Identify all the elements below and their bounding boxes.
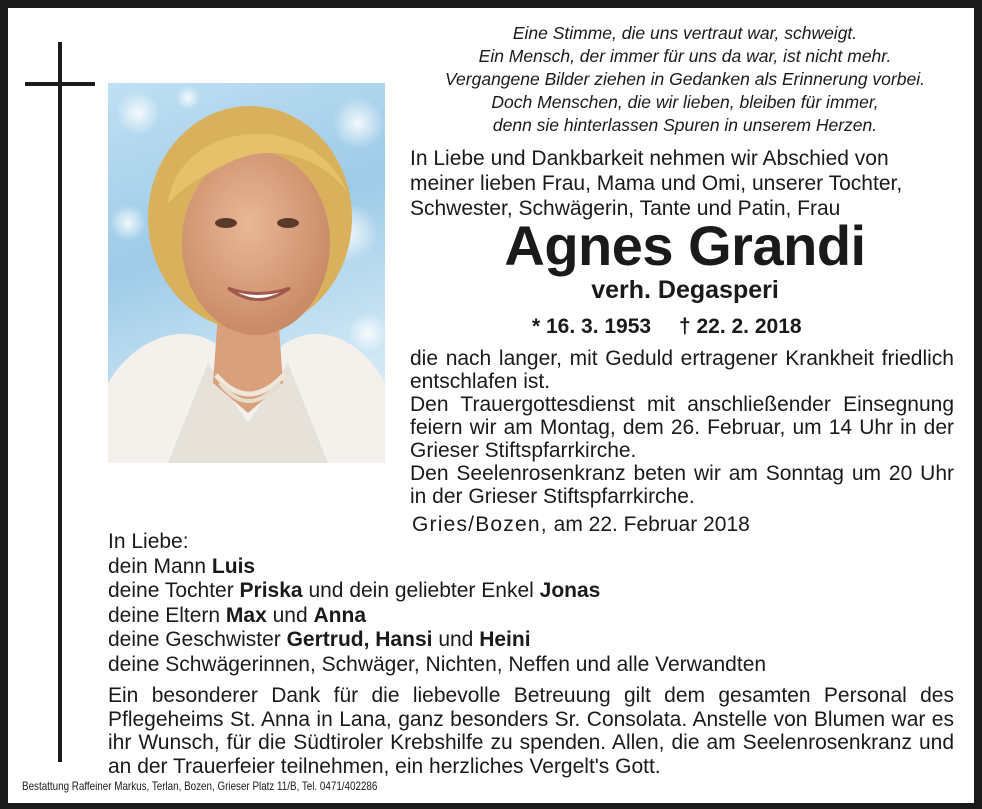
mourner-name: Max (225, 603, 267, 627)
mourner-name: Heini (479, 628, 531, 651)
mourner-relation: dein Mann (108, 554, 207, 578)
poem (400, 22, 970, 137)
mourner-name: Luis (211, 554, 256, 578)
poem-line: Doch Menschen, die wir lieben, bleiben für immer, (491, 92, 879, 112)
married-name: verh. Degasperi (591, 276, 779, 304)
poem-line: denn sie hinterlassen Spuren in unserem Herzen. (492, 115, 878, 135)
life-dates (532, 314, 952, 340)
mourners-list (108, 530, 958, 677)
cross-icon-vertical (58, 42, 62, 762)
death-date: † 22. 2. 2018 (678, 315, 802, 338)
mourner-relation: deine Tochter (108, 579, 234, 602)
mourner-relation: deine Eltern (108, 603, 221, 627)
funeral-home-footer: Bestattung Raffeiner Markus, Terlan, Bozen, Grieser Platz 11/B, Tel. 0471/402286 (22, 779, 378, 793)
mourner-name: Anna (313, 603, 367, 627)
mourner-name: Gertrud, Hansi (286, 628, 433, 651)
poem-line: Vergangene Bilder ziehen in Gedanken als Erinnerung vorbei. (445, 69, 925, 89)
birth-date: * 16. 3. 1953 (532, 315, 652, 338)
mourner-conjunction: und (272, 603, 308, 627)
deceased-name: Agnes Grandi (504, 214, 866, 277)
mourner-conjunction: und (438, 628, 474, 651)
thanks-paragraph: Ein besonderer Dank für die liebevolle Betreuung gilt dem gesamten Personal des Pflegeheims St. Anna in Lana, ganz besonders Sr. Consolata. Anstelle von Blumen war es ihr Wunsch, für die Südtiroler Krebshilfe zu spenden. Allen, die am Seelenrosenkranz und an der Trauerfeier teilnehmen, ein herzliches Vergelt's Gott. (108, 684, 954, 778)
intro-line: meiner lieben Frau, Mama und Omi, unserer Tochter, (410, 172, 903, 195)
funeral-paragraph: Den Trauergottesdienst mit anschließender Einsegnung feiern wir am Montag, dem 26. Februar, um 14 Uhr in der Grieser Stiftspfarrkirche. (410, 393, 954, 462)
rosary-paragraph: Den Seelenrosenkranz beten wir am Sonntag um 20 Uhr in der Grieser Stiftspfarrkirche. (410, 462, 954, 508)
mourner-line (108, 628, 958, 653)
notice-text (410, 347, 954, 508)
passing-paragraph: die nach langer, mit Geduld ertragener Krankheit friedlich entschlafen ist. (410, 347, 954, 393)
mourner-line (108, 604, 958, 629)
cross-icon-horizontal (25, 82, 95, 86)
mourner-relation: und dein geliebter Enkel (308, 579, 534, 602)
mourner-relation: deine Geschwister (108, 628, 281, 651)
mourners-heading: In Liebe: (108, 530, 189, 553)
intro-text (410, 146, 970, 221)
intro-line: Schwester, Schwägerin, Tante und Patin, Frau (410, 197, 841, 220)
intro-line: In Liebe und Dankbarkeit nehmen wir Abschied von (410, 147, 889, 170)
portrait-photo (108, 83, 385, 463)
place-date-text: am 22. Februar 2018 (553, 513, 750, 536)
poem-line: Ein Mensch, der immer für uns da war, ist nicht mehr. (478, 46, 892, 66)
mourner-line: deine Schwägerinnen, Schwäger, Nichten, Neffen und alle Verwandten (108, 652, 767, 676)
place-town: Gries/Bozen, (412, 513, 548, 536)
mourner-name: Priska (239, 579, 303, 602)
mourner-line (108, 555, 958, 580)
mourner-name: Jonas (539, 579, 601, 602)
poem-line: Eine Stimme, die uns vertraut war, schweigt. (512, 23, 858, 43)
mourner-line (108, 579, 958, 604)
